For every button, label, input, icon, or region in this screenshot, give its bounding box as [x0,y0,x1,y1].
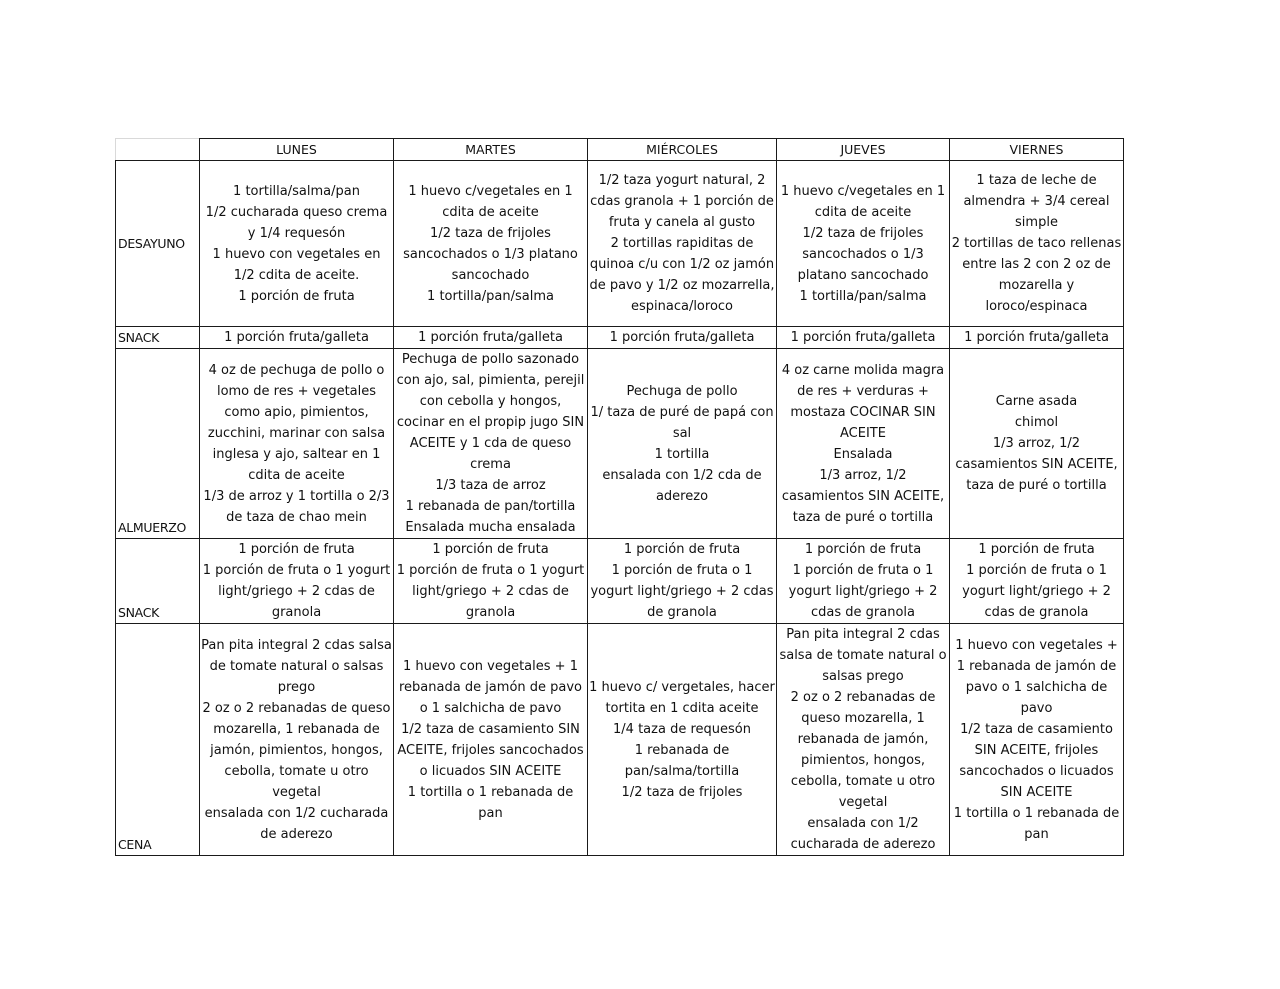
day-header-jueves: JUEVES [777,139,950,161]
cell-almuerzo-miercoles: Pechuga de pollo 1/ taza de puré de papá con sal 1 tortilla ensalada con 1/2 cda de aderezo [588,349,777,539]
cell-desayuno-martes: 1 huevo c/vegetales en 1 cdita de aceite 1/2 taza de frijoles sancochados o 1/3 platano sancochado 1 tortilla/pan/salma [394,161,588,327]
meal-row-snack-morning [116,327,1124,349]
cell-snack1-lunes: 1 porción fruta/galleta [200,327,394,349]
cell-desayuno-viernes: 1 taza de leche de almendra + 3/4 cereal simple 2 tortillas de taco rellenas entre las 2 con 2 oz de mozarella y loroco/espinaca [950,161,1124,327]
cell-snack2-jueves: 1 porción de fruta 1 porción de fruta o 1 yogurt light/griego + 2 cdas de granola [777,539,950,624]
meal-label-snack-afternoon: SNACK [116,539,200,624]
cell-snack2-viernes: 1 porción de fruta 1 porción de fruta o 1 yogurt light/griego + 2 cdas de granola [950,539,1124,624]
cell-snack2-martes: 1 porción de fruta 1 porción de fruta o 1 yogurt light/griego + 2 cdas de granola [394,539,588,624]
cell-almuerzo-viernes: Carne asada chimol 1/3 arroz, 1/2 casamientos SIN ACEITE, taza de puré o tortilla [950,349,1124,539]
cell-cena-jueves: Pan pita integral 2 cdas salsa de tomate natural o salsas prego 2 oz o 2 rebanadas de queso mozarella, 1 rebanada de jamón, pimientos, hongos, cebolla, tomate u otro vegetal ensalada con 1/2 cucharada de aderezo [777,624,950,856]
cell-desayuno-miercoles: 1/2 taza yogurt natural, 2 cdas granola + 1 porción de fruta y canela al gusto 2 tortillas rapiditas de quinoa c/u con 1/2 oz jamón de pavo y 1/2 oz mozarrella, espinaca/loroco [588,161,777,327]
meal-label-cena: CENA [116,624,200,856]
cell-snack1-jueves: 1 porción fruta/galleta [777,327,950,349]
day-header-martes: MARTES [394,139,588,161]
cell-desayuno-jueves: 1 huevo c/vegetales en 1 cdita de aceite 1/2 taza de frijoles sancochados o 1/3 platano sancochado 1 tortilla/pan/salma [777,161,950,327]
meal-label-desayuno: DESAYUNO [116,161,200,327]
meal-row-desayuno [116,161,1124,327]
cell-cena-martes: 1 huevo con vegetales + 1 rebanada de jamón de pavo o 1 salchicha de pavo 1/2 taza de casamiento SIN ACEITE, frijoles sancochados o licuados SIN ACEITE 1 tortilla o 1 rebanada de pan [394,624,588,856]
cell-snack2-miercoles: 1 porción de fruta 1 porción de fruta o 1 yogurt light/griego + 2 cdas de granola [588,539,777,624]
cell-cena-viernes: 1 huevo con vegetales + 1 rebanada de jamón de pavo o 1 salchicha de pavo 1/2 taza de casamiento SIN ACEITE, frijoles sancochados o licuados SIN ACEITE 1 tortilla o 1 rebanada de pan [950,624,1124,856]
meal-row-snack-afternoon [116,539,1124,624]
meal-row-cena [116,624,1124,856]
meal-plan-table [115,138,1124,856]
cell-snack1-miercoles: 1 porción fruta/galleta [588,327,777,349]
cell-almuerzo-jueves: 4 oz carne molida magra de res + verduras + mostaza COCINAR SIN ACEITE Ensalada 1/3 arroz, 1/2 casamientos SIN ACEITE, taza de puré o tortilla [777,349,950,539]
header-row [116,139,1124,161]
day-header-lunes: LUNES [200,139,394,161]
cell-desayuno-lunes: 1 tortilla/salma/pan 1/2 cucharada queso crema y 1/4 requesón 1 huevo con vegetales en 1/2 cdita de aceite. 1 porción de fruta [200,161,394,327]
cell-almuerzo-lunes: 4 oz de pechuga de pollo o lomo de res + vegetales como apio, pimientos, zucchini, marinar con salsa inglesa y ajo, saltear en 1 cdita de aceite 1/3 de arroz y 1 tortilla o 2/3 de taza de chao mein [200,349,394,539]
corner-cell [116,139,200,161]
cell-cena-lunes: Pan pita integral 2 cdas salsa de tomate natural o salsas prego 2 oz o 2 rebanadas de queso mozarella, 1 rebanada de jamón, pimientos, hongos, cebolla, tomate u otro vegetal ensalada con 1/2 cucharada de aderezo [200,624,394,856]
day-header-miercoles: MIÉRCOLES [588,139,777,161]
cell-snack1-viernes: 1 porción fruta/galleta [950,327,1124,349]
cell-cena-miercoles: 1 huevo c/ vergetales, hacer tortita en 1 cdita aceite 1/4 taza de requesón 1 rebanada de pan/salma/tortilla 1/2 taza de frijoles [588,624,777,856]
meal-row-almuerzo [116,349,1124,539]
meal-label-almuerzo: ALMUERZO [116,349,200,539]
cell-almuerzo-martes: Pechuga de pollo sazonado con ajo, sal, pimienta, perejil con cebolla y hongos, cocinar en el propip jugo SIN ACEITE y 1 cda de queso crema 1/3 taza de arroz 1 rebanada de pan/tortilla Ensalada mucha ensalada [394,349,588,539]
cell-snack1-martes: 1 porción fruta/galleta [394,327,588,349]
meal-label-snack-morning: SNACK [116,327,200,349]
day-header-viernes: VIERNES [950,139,1124,161]
cell-snack2-lunes: 1 porción de fruta 1 porción de fruta o 1 yogurt light/griego + 2 cdas de granola [200,539,394,624]
